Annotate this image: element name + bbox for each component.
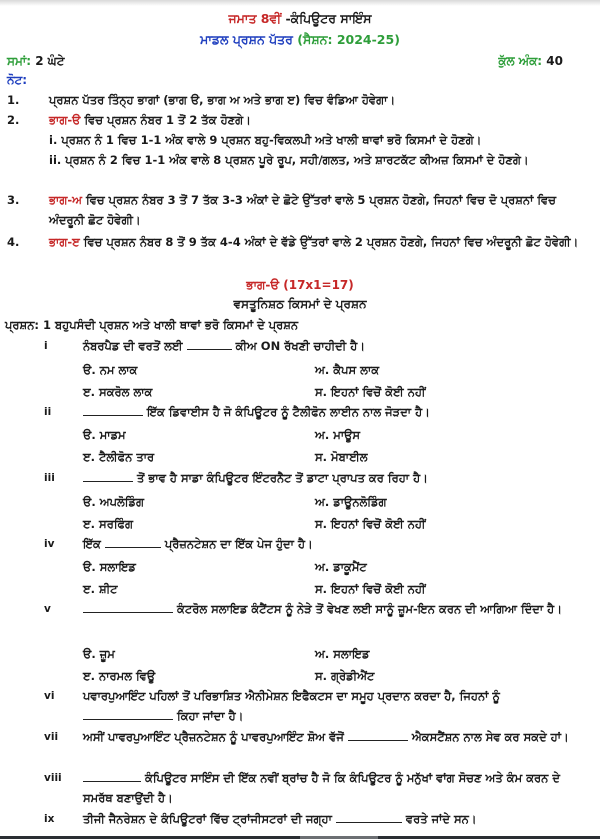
answer-blank <box>336 810 402 823</box>
subject-label: -ਕੰਪਿਊਟਰ ਸਾਇੰਸ <box>281 11 372 26</box>
answer-blank <box>187 337 232 350</box>
answer-blank <box>83 769 141 782</box>
option: ਅ. ਡਾਊਨਲੋਡਿੰਗ <box>315 495 387 509</box>
paper-title <box>0 32 600 48</box>
question-item: ii ਇੱਕ ਡਿਵਾਈਸ ਹੈ ਜੋ ਕੰਪਿਊਟਰ ਨੂੰ ਟੈਲੀਫੋਨ ਲਾਈਨ ਨਾਲ ਜੋੜਦਾ ਹੈ। <box>44 405 430 419</box>
option: ਸ. ਗ੍ਰੇਡੀਐਂਟ <box>315 669 375 683</box>
top-shadow <box>0 0 600 6</box>
option: ਅ. ਸਲਾਇਡ <box>315 647 370 661</box>
question-item: v ਕੰਟਰੋਲ ਸਲਾਇਡ ਕੰਟੈਂਟਸ ਨੂੰ ਨੇੜੇ ਤੋਂ ਵੇਖਣ ਲਈ ਸਾਨੂੰ ਜ਼ੂਮ-ਇਨ ਕਰਨ ਦੀ ਆਗਿਆ ਦਿੰਦਾ ਹੈ। <box>44 602 562 616</box>
option: ੳ. ਅਪਲੋਡਿੰਗ <box>83 495 144 509</box>
option: ਅ. ਮਾਊਸ <box>315 428 361 442</box>
section-heading: ਭਾਗ-ੳ (17x1=17) <box>246 278 354 292</box>
option: ਸ. ਇਹਨਾਂ ਵਿਚੋਂ ਕੋਈ ਨਹੀਂ <box>315 385 426 399</box>
question-item: i ਨੰਬਰਪੈਡ ਦੀ ਵਰਤੋਂ ਲਈ ਕੀਅ ON ਰੱਖਣੀ ਚਾਹੀਦੀ ਹੈ। <box>0 336 600 356</box>
question-item: iv ਇੱਕ ਪ੍ਰੈਜ਼ਨਟੇਸ਼ਨ ਦਾ ਇੱਕ ਪੇਜ ਹੁੰਦਾ ਹੈ। <box>44 537 313 551</box>
option: ੲ. ਸ਼ੀਟ <box>83 582 118 596</box>
option: ਸ. ਮੋਬਾਈਲ <box>315 450 368 464</box>
session-label: (ਸੈਸ਼ਨ: 2024-25) <box>292 32 400 47</box>
question-heading: ਪ੍ਰਸ਼ਨ: 1 ਬਹੁਪਸੰਦੀ ਪ੍ਰਸ਼ਨ ਅਤੇ ਖਾਲੀ ਥਾਵਾਂ ਭਰੋ ਕਿਸਮਾਂ ਦੇ ਪ੍ਰਸ਼ਨ <box>5 318 299 332</box>
note-item: 3. ਭਾਗ-ਅ ਵਿਚ ਪ੍ਰਸ਼ਨ ਨੰਬਰ 3 ਤੋਂ 7 ਤੱਕ 3-3 ਅੰਕਾਂ ਦੇ ਛੋਟੇ ਉੱਤਰਾਂ ਵਾਲੇ 5 ਪ੍ਰਸ਼ਨ ਹੋਣਗੇ, ਜਿਹਨਾਂ ਵਿਚ ਦੋ ਪ੍ਰਸ਼ਨਾਂ ਵਿਚ ਅੰਦਰੂਨੀ ਛੋਟ ਹੋਵੇਗੀ। <box>7 193 557 227</box>
option: ਸ. ਇਹਨਾਂ ਵਿਚੋਂ ਕੋਈ ਨਹੀਂ <box>315 517 426 531</box>
option: ੲ. ਟੈਲੀਫੋਨ ਤਾਰ <box>83 450 155 464</box>
note-item: 1. ਪ੍ਰਸ਼ਨ ਪੱਤਰ ਤਿੰਨ੍ਹ ਭਾਗਾਂ (ਭਾਗ ੳ, ਭਾਗ ਅ ਅਤੇ ਭਾਗ ੲ) ਵਿਚ ਵੰਡਿਆ ਹੋਵੇਗਾ। <box>7 93 396 107</box>
class-label: ਜਮਾਤ 8ਵੀਂ <box>228 11 282 26</box>
note-label: ਨੋਟ: <box>7 73 27 87</box>
question-item: vii ਅਸੀਂ ਪਾਵਰਪੁਆਇੰਟ ਪ੍ਰੈਜ਼ਨਟੇਸ਼ਨ ਨੂੰ ਪਾਵਰਪੁਆਇੰਟ ਸ਼ੋਅ ਵੱਜੋਂ ਐਕਸਟੈਂਸ਼ਨ ਨਾਲ ਸੇਵ ਕਰ ਸਕਦੇ ਹਾਂ। <box>44 730 569 744</box>
answer-blank <box>83 403 143 416</box>
class-subject-title <box>0 11 600 27</box>
option: ੲ. ਨਾਰਮਲ ਵਿਊ <box>83 669 156 683</box>
option: ੳ. ਮਾਡਮ <box>83 428 126 442</box>
question-item: ix ਤੀਜੀ ਜੈਨਰੇਸ਼ਨ ਦੇ ਕੰਪਿਊਟਰਾਂ ਵਿੱਚ ਟ੍ਰਾਂਜੀਸਟਰਾਂ ਦੀ ਜਗ੍ਹਾ ਵਰਤੇ ਜਾਂਦੇ ਸਨ। <box>44 812 477 826</box>
option: ੲ. ਸਕਰੋਲ ਲਾਕ <box>83 385 153 399</box>
answer-blank <box>83 707 173 720</box>
note-item: 2. ਭਾਗ-ੳ ਵਿਚ ਪ੍ਰਸ਼ਨ ਨੰਬਰ 1 ਤੋਂ 2 ਤੱਕ ਹੋਣਗੇ। i. ਪ੍ਰਸ਼ਨ ਨੰ 1 ਵਿਚ 1-1 ਅੰਕ ਵਾਲੇ 9 ਪ੍ਰਸ਼ਨ ਬਹੁ-ਵਿਕਲਪੀ ਅਤੇ ਖਾਲੀ ਥਾਵਾਂ ਭਰੋ ਕਿਸਮਾਂ ਦੇ ਹੋਣਗੇ। ii. ਪ੍ਰਸ਼ਨ ਨੰ 2 ਵਿਚ 1-1 ਅੰਕ ਵਾਲੇ 8 ਪ੍ਰਸ਼ਨ ਪੂਰੇ ਰੂਪ, ਸਹੀ/ਗਲਤ, ਅਤੇ ਸ਼ਾਰਟਕੱਟ ਕੀਅਜ਼ ਕਿਸਮਾਂ ਦੇ ਹੋਣਗੇ। <box>7 113 529 167</box>
question-number: i <box>44 340 48 352</box>
question-item: iii ਤੋਂ ਭਾਵ ਹੈ ਸਾਡਾ ਕੰਪਿਊਟਰ ਇੰਟਰਨੈਟ ਤੋਂ ਡਾਟਾ ਪ੍ਰਾਪਤ ਕਰ ਰਿਹਾ ਹੈ। <box>44 471 428 485</box>
option: ੳ. ਸਲਾਇਡ <box>83 560 136 574</box>
option: ੲ. ਸਰਫਿੰਗ <box>83 517 134 531</box>
option: ਅ. ਕੈਪਸ ਲਾਕ <box>315 363 380 377</box>
answer-blank <box>83 469 133 482</box>
answer-blank <box>105 535 161 548</box>
question-item: viii ਕੰਪਿਊਟਰ ਸਾਇੰਸ ਦੀ ਇੱਕ ਨਵੀਂ ਬ੍ਰਾਂਚ ਹੈ ਜੋ ਕਿ ਕੰਪਿਊਟਰ ਨੂੰ ਮਨੁੱਖਾਂ ਵਾਂਗ ਸੋਚਣ ਅਤੇ ਕੰਮ ਕਰਨ ਦੇ ਸਮਰੱਥ ਬਣਾਉਂਦੀ ਹੈ। <box>44 771 560 805</box>
option: ਅ. ਡਾਕੂਮੈਂਟ <box>315 560 367 574</box>
option: ਸ. ਇਹਨਾਂ ਵਿਚੋਂ ਕੋਈ ਨਹੀਂ <box>315 582 426 596</box>
time-allowed: ਸਮਾਂ: 2 ਘੰਟੇ <box>7 54 65 68</box>
total-marks: ਕੁੱਲ ਅੰਕ: 40 <box>498 54 563 68</box>
option: ੳ. ਨਮ ਲਾਕ <box>83 363 138 377</box>
model-paper-label: ਮਾਡਲ ਪ੍ਰਸ਼ਨ ਪੱਤਰ <box>200 32 293 47</box>
answer-blank <box>83 600 173 613</box>
question-item: vi ਪਵਾਰਪੁਆਇੰਟ ਪਹਿਲਾਂ ਤੋਂ ਪਰਿਭਾਸ਼ਿਤ ਐਨੀਮੇਸ਼ਨ ਇਫੈਕਟਸ ਦਾ ਸਮੂਹ ਪ੍ਰਦਾਨ ਕਰਦਾ ਹੈ, ਜਿਹਨਾਂ ਨੂੰ ਕਿਹਾ ਜਾਂਦਾ ਹੈ। <box>44 689 500 723</box>
note-item: 4. ਭਾਗ-ੲ ਵਿਚ ਪ੍ਰਸ਼ਨ ਨੰਬਰ 8 ਤੋਂ 9 ਤੱਕ 4-4 ਅੰਕਾਂ ਦੇ ਵੱਡੇ ਉੱਤਰਾਂ ਵਾਲੇ 2 ਪ੍ਰਸ਼ਨ ਹੋਣਗੇ, ਜਿਹਨਾਂ ਵਿਚ ਅੰਦਰੂਨੀ ਛੋਟ ਹੋਵੇਗੀ। <box>7 235 579 249</box>
option: ੳ. ਜ਼ੂਮ <box>83 647 115 661</box>
section-subtitle: ਵਸਤੂਨਿਸ਼ਠ ਕਿਸਮਾਂ ਦੇ ਪ੍ਰਸ਼ਨ <box>233 297 367 311</box>
answer-blank <box>348 728 408 741</box>
